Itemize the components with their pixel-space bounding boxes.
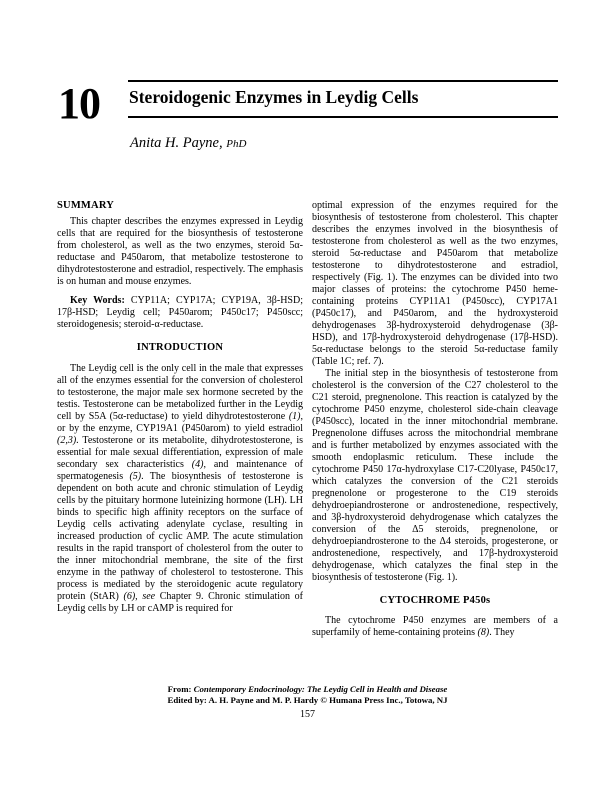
footer-source-line: From: Contemporary Endocrinology: The Leydig Cell in Health and Disease — [167, 684, 448, 694]
summary-heading: SUMMARY — [57, 200, 115, 211]
left-column — [57, 200, 303, 615]
keywords-paragraph: Key Words: CYP11A; CYP17A; CYP19A, 3β-HSD; 17β-HSD; Leydig cell; P450arom; P450c17; P450scc; steroidogenesis; steroid-α-reductase. — [57, 295, 303, 330]
chapter-number: 10 — [58, 79, 100, 128]
cytochrome-paragraph: The cytochrome P450 enzymes are members of a superfamily of heme-containing proteins (8). They — [312, 615, 558, 638]
chapter-title: Steroidogenic Enzymes in Leydig Cells — [129, 87, 419, 107]
cytochrome-heading: CYTOCHROME P450s — [379, 595, 491, 606]
title-rule-top — [128, 80, 558, 82]
continuation-paragraph: optimal expression of the enzymes required for the biosynthesis of testosterone from cholesterol. This chapter describes the enzymes involved in the biosynthesis of testosterone from cholesterol as well as the two enzymes, steroid 5α-reductase and P450arom that metabolize testosterone to dihydrotestosterone and estradiol, respectively (Fig. 1). The enzymes can be divided into two major classes of proteins: the cytochrome P450 heme-containing proteins CYP11A1 (P450scc), CYP17A1 (P450c17), and P450arom, and the hydroxysteroid dehydrogenases 3β-hydroxysteroid dehydrogenase (3β-HSD), and 17β-hydroxysteroid dehydrogenase (17β-HSD). 5α-reductase belongs to the steroid 5α-reductase family (Table 1C; ref. 7). — [312, 200, 558, 367]
footer-edited-line: Edited by: A. H. Payne and M. P. Hardy © Humana Press Inc., Totowa, NJ — [167, 695, 448, 705]
initial-step-paragraph: The initial step in the biosynthesis of testosterone from cholesterol is the conversion of the C27 cholesterol to the C21 steroid, pregnenolone. This reaction is catalyzed by the cytochrome P450 enzyme, cholesterol side-chain cleavage (P450scc), located in the inner mitochondrial membrane. Pregnenolone diffuses across the mitochondrial membrane and is further metabolized by enzymes associated with the smooth endoplasmic reticulum. These include the cytochrome P450 17α-hydroxylase C17-C20lyase, P450c17, which catalyzes the conversion of the C21 steroids pregnenolone or progesterone to the C19 steroids dehydroepiandrosterone or androstenedione, respectively, and 3β-hydroxysteroid dehydrogenase which catalyzes the conversion of the Δ5 steroids, pregnenolone, or dehydroepiandrosterone to the Δ4 steroids, progesterone, or androstenedione, respectively, and 17β-hydroxysteroid dehydrogenase, which catalyzes the final step in the biosynthesis of testosterone (Fig. 1). — [312, 368, 558, 583]
right-column — [312, 200, 558, 639]
author-line — [130, 135, 246, 152]
title-rule-bottom — [128, 116, 558, 118]
summary-paragraph: This chapter describes the enzymes expressed in Leydig cells that are required for the biosynthesis of testosterone from cholesterol, as well as the two enzymes, steroid 5α-reductase and P450arom, that metabolize testosterone to dihydrotestosterone and estradiol, respectively. The emphasis is on human and mouse enzymes. — [57, 216, 303, 287]
author-degree: PhD — [226, 138, 247, 150]
introduction-heading: INTRODUCTION — [136, 342, 224, 353]
author-name: Anita H. Payne, — [130, 135, 223, 151]
page-number: 157 — [300, 709, 315, 720]
introduction-paragraph: The Leydig cell is the only cell in the male that expresses all of the enzymes essential for the conversion of cholesterol to testosterone, the major male sex hormone secreted by the testis. Testosterone can be metabolized further in the Leydig cell by S5A (5α-reductase) to yield dihydrotestosterone (1), or by the enzyme, CYP19A1 (P450arom) to yield estradiol (2,3). Testosterone or its metabolite, dihydrotestosterone, is essential for male sexual differentiation, expression of male secondary sex characteristics (4), and maintenance of spermatogenesis (5). The biosynthesis of testosterone is dependent on both acute and chronic stimulation of Leydig cells by the pituitary hormone luteinizing hormone (LH). LH binds to specific high affinity receptors on the surface of Leydig cells activating adenylate cyclase, resulting in increased production of cyclic AMP. The acute stimulation results in the rapid transport of cholesterol from the outer to the inner mitochondrial membrane, the site of the first enzyme in the pathway of cholesterol to testosterone. This process is mediated by the steroidogenic acute regulatory protein (StAR) (6), see Chapter 9. Chronic stimulation of Leydig cells by LH or cAMP is required for — [57, 363, 303, 614]
